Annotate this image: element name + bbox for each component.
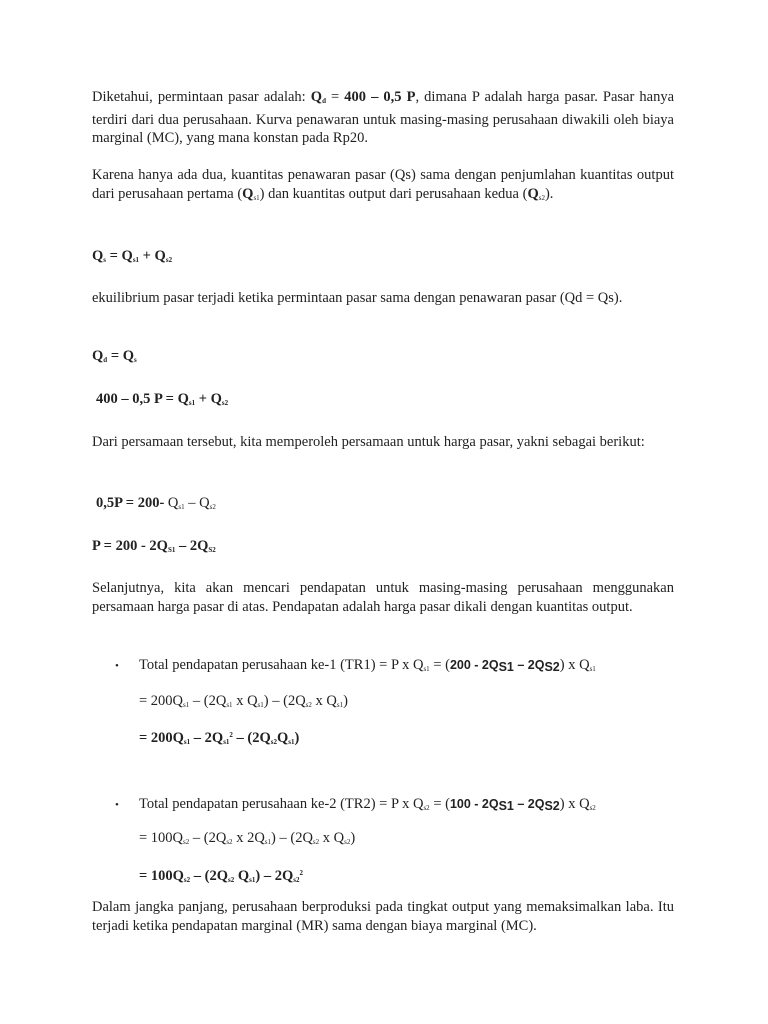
- equation-half-price: 0,5P = 200- Qs1 – Qs2: [96, 495, 216, 511]
- tr1-line3: = $200Qs1 - 2Qs1^2 - (2Qs2Qs1)$: [139, 730, 300, 746]
- equation-demand-supply: 400 – 0,5 P = Qs1 + Qs2: [96, 391, 229, 407]
- paragraph-equilibrium: ekuilibrium pasar terjadi ketika permintaan pasar sama dengan penawaran pasar (Qd = Qs).: [92, 290, 623, 306]
- tr1-line1: Total pendapatan perusahaan ke-1 (TR1) = P x Qs1 = (200 - 2QS1 – 2QS2) x Qs1: [139, 657, 596, 674]
- bullet: •: [115, 799, 119, 811]
- paragraph-demand: Diketahui, permintaan pasar adalah: Qd = 400 – 0,5 P, dimana P adalah harga pasar. Pasar hanya terdiri dari dua perusahaan. Kurva penawaran untuk masing-masing perusahaan diwakili oleh biaya marginal (MC), yang mana konstan pada Rp20.: [92, 89, 675, 146]
- bullet: •: [115, 660, 119, 672]
- tr2-line2: = 100Qs2 – (2Qs2 x 2Qs1) – (2Qs2 x Qs2): [139, 830, 356, 846]
- equation-qd-qs: Qd = Qs: [92, 348, 137, 364]
- paragraph-revenue: Selanjutnya, kita akan mencari pendapatan untuk masing-masing perusahaan menggunakan persamaan harga pasar di atas. Pendapatan adalah harga pasar dikali dengan kuantitas output.: [92, 580, 674, 615]
- tr2-line3: = 100Qs2 – (2Qs2 $Qs1) - 2Qs2^2$: [139, 868, 303, 884]
- paragraph-long-run: Dalam jangka panjang, perusahaan berproduksi pada tingkat output yang memaksimalkan laba. Itu terjadi ketika pendapatan marginal (MR) sama dengan biaya marginal (MC).: [92, 899, 674, 934]
- tr1-line2: = 200Qs1 – (2Qs1 x Qs1) – (2Qs2 x Qs1): [139, 693, 348, 709]
- equation-price: P = 200 - 2QS1 – 2QS2: [92, 538, 216, 554]
- paragraph-price: Dari persamaan tersebut, kita memperoleh persamaan untuk harga pasar, yakni sebagai berikut:: [92, 434, 645, 450]
- tr2-line1: Total pendapatan perusahaan ke-2 (TR2) = P x Qs2 = (100 - 2QS1 – 2QS2) x Qs2: [139, 796, 596, 813]
- equation-qs: Qs = Qs1 + Qs2: [92, 248, 173, 264]
- paragraph-supply: Karena hanya ada dua, kuantitas penawaran pasar (Qs) sama dengan penjumlahan kuantitas output dari perusahaan pertama (Qs1) dan kuantitas output dari perusahaan kedua (Qs2).: [92, 167, 674, 202]
